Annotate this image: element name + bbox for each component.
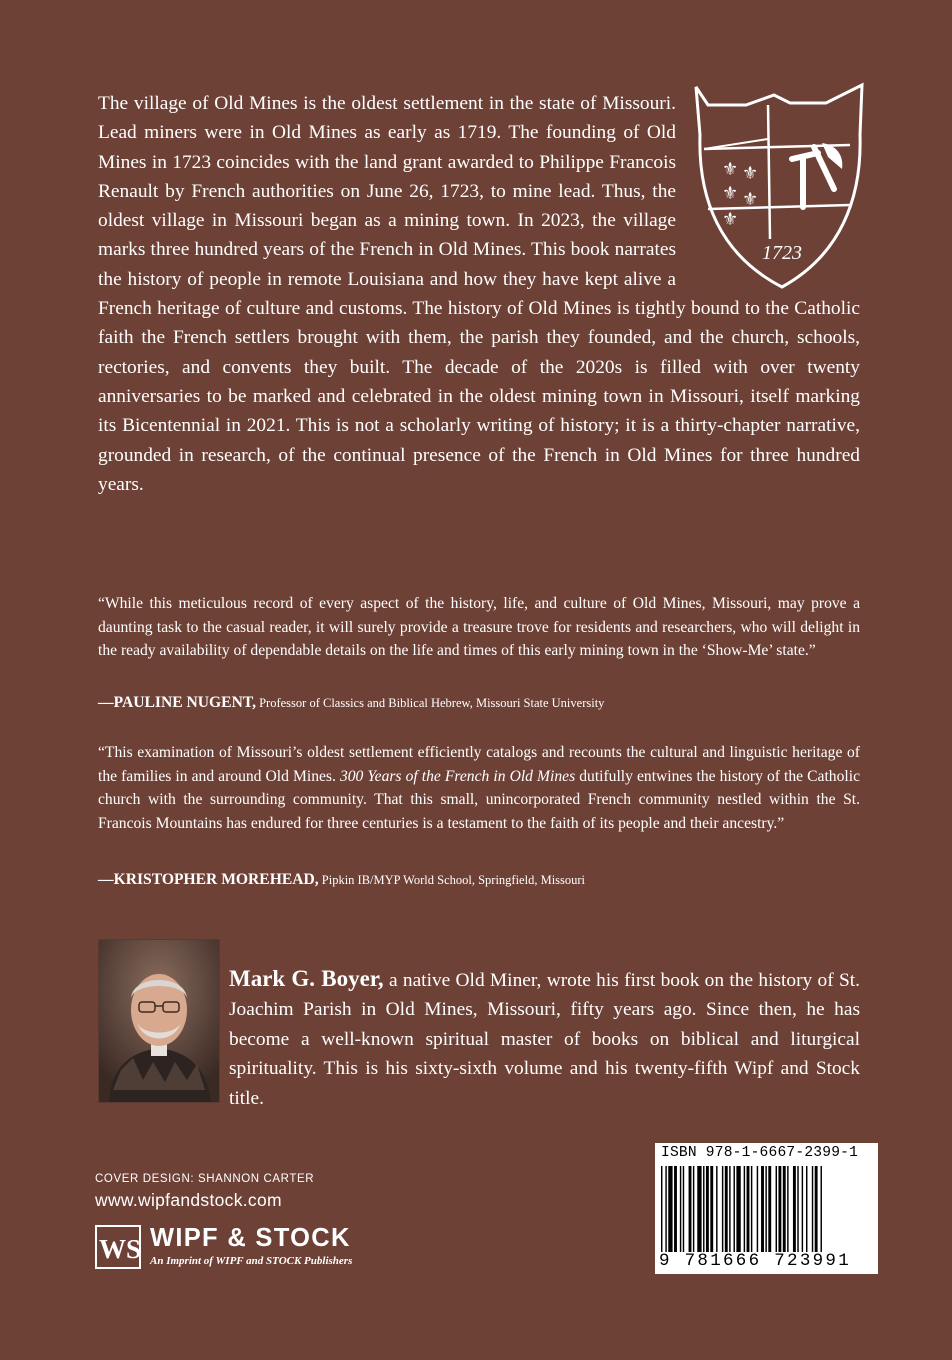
barcode-bar — [729, 1166, 730, 1252]
quote-text-before: “This examination of Missouri’s oldest settlement efficiently catalogs and recounts the cultural and linguistic heritage of the families in and around Old Mines. — [98, 744, 860, 785]
cover-design-credit: COVER DESIGN: SHANNON CARTER — [95, 1173, 315, 1185]
back-cover-blurb — [98, 89, 860, 499]
barcode-bar — [768, 1166, 771, 1252]
old-mines-emblem — [690, 79, 868, 293]
barcode-bar — [674, 1166, 677, 1252]
barcode-bar — [787, 1166, 788, 1252]
svg-text:⚜: ⚜ — [742, 189, 759, 210]
endorser-name: —KRISTOPHER MOREHEAD, — [98, 871, 319, 888]
publisher-logo-icon — [95, 1225, 141, 1269]
barcode-digits: 9 781666 723991 — [659, 1251, 852, 1271]
barcode-bar — [757, 1166, 758, 1252]
endorsement-quote: “While this meticulous record of every aspect of the history, life, and culture of Old Mines, Missouri, may prove a daunting task to the casual reader, it will surely provide a treasure trove for residents and researchers, who will delight in the ready availability of dependable details on the life and times of this early mining town in the ‘Show-Me’ state.” — [98, 595, 860, 660]
author-photo — [98, 939, 220, 1103]
isbn-label: ISBN 978-1-6667-2399-1 — [661, 1145, 859, 1161]
barcode-bar — [751, 1166, 752, 1252]
barcode-bar — [668, 1166, 672, 1252]
barcode-bar — [802, 1166, 803, 1252]
barcode-bar — [761, 1166, 764, 1252]
emblem-year: 1723 — [762, 242, 802, 264]
barcode-bar — [716, 1166, 717, 1252]
publisher-name: WIPF & STOCK — [150, 1224, 351, 1252]
endorsement-attribution — [98, 871, 585, 889]
barcode-bar — [765, 1166, 766, 1252]
barcode-bar — [683, 1166, 684, 1252]
barcode-bar — [722, 1166, 723, 1252]
author-portrait — [99, 940, 219, 1102]
barcode-bar — [783, 1166, 786, 1252]
barcode-bar — [665, 1166, 666, 1252]
svg-text:⚜: ⚜ — [742, 163, 759, 184]
author-name: Mark G. Boyer, — [229, 966, 384, 991]
endorsement-quote — [98, 741, 860, 835]
publisher-website: www.wipfandstock.com — [95, 1190, 282, 1210]
shield-icon — [690, 79, 868, 293]
author-bio-text: a native Old Miner, wrote his first book on the history of St. Joachim Parish in Old Mines, Missouri, fifty years ago. Since then, he has become a well-known spiritual master of books on biblical and liturgical spirituality. This is his sixty-sixth volume and his twenty-fifth Wipf and Stock title. — [229, 970, 860, 1109]
endorser-affiliation: Pipkin IB/MYP World School, Springfield, Missouri — [321, 873, 586, 887]
barcode-bar — [793, 1166, 796, 1252]
barcode-bar — [776, 1166, 777, 1252]
barcode-bar — [693, 1166, 694, 1252]
author-bio — [229, 964, 860, 1113]
barcode-bar — [806, 1166, 807, 1252]
barcode-bar — [778, 1166, 781, 1252]
svg-text:⚜: ⚜ — [722, 159, 739, 180]
svg-text:⚜: ⚜ — [722, 209, 739, 230]
blurb-text: The village of Old Mines is the oldest settlement in the state of Missouri. Lead miners were in Old Mines as early as 1719. The founding of Old Mines in 1723 coincides with the land grant awarded to Philippe Francois Renault by French authorities on June 26, 1723, to mine lead. Thus, the oldest village in Missouri began as a mining town. In 2023, the village marks three hundred years of the French in Old Mines. This book narrates the history of people in remote Louisiana and how they have kept alive a French heritage of culture and customs. The history of Old Mines is tightly bound to the Catholic faith the French settlers brought with them, the parish they founded, and the church, schools, rectories, and convents they built. The decade of the 2020s is filled with over twenty anniversaries to be marked and celebrated in the oldest mining town in Missouri, itself marking its Bicentennial in 2021. This is not a scholarly writing of history; it is a thirty-chapter narrative, grounded in research, of the continual presence of the French in Old Mines for three hundred years. — [98, 93, 860, 495]
publisher-logo-letters: WS — [99, 1234, 141, 1264]
isbn-barcode — [655, 1143, 878, 1274]
barcode-bar — [815, 1166, 818, 1252]
barcode-bars — [659, 1166, 874, 1256]
endorser-affiliation: Professor of Classics and Biblical Hebrew, Missouri State University — [259, 696, 605, 710]
barcode-bar — [706, 1166, 709, 1252]
svg-text:⚜: ⚜ — [722, 183, 739, 204]
barcode-bar — [747, 1166, 750, 1252]
quote-text-after: dutifully entwines the history of the Catholic church with the surrounding community. That this small, unincorporated French community nestled within the St. Francois Mountains has endured for three centuries is a testament to the faith of its people and their ancestry.” — [98, 767, 860, 832]
endorsement-attribution — [98, 694, 604, 712]
barcode-bar — [736, 1166, 740, 1252]
barcode-bar — [689, 1166, 692, 1252]
book-title: 300 Years of the French in Old Mines — [339, 767, 576, 785]
barcode-bar — [703, 1166, 704, 1252]
barcode-bar — [821, 1166, 822, 1252]
barcode-bar — [680, 1166, 681, 1252]
barcode-bar — [661, 1166, 662, 1252]
endorser-name: —PAULINE NUGENT, — [98, 694, 256, 711]
barcode-bar — [812, 1166, 813, 1252]
barcode-bar — [734, 1166, 735, 1252]
barcode-bar — [710, 1166, 713, 1252]
barcode-bar — [697, 1166, 701, 1252]
publisher-imprint: An Imprint of WIPF and STOCK Publishers — [150, 1255, 353, 1267]
barcode-bar — [725, 1166, 728, 1252]
barcode-bar — [797, 1166, 798, 1252]
barcode-bar — [744, 1166, 745, 1252]
